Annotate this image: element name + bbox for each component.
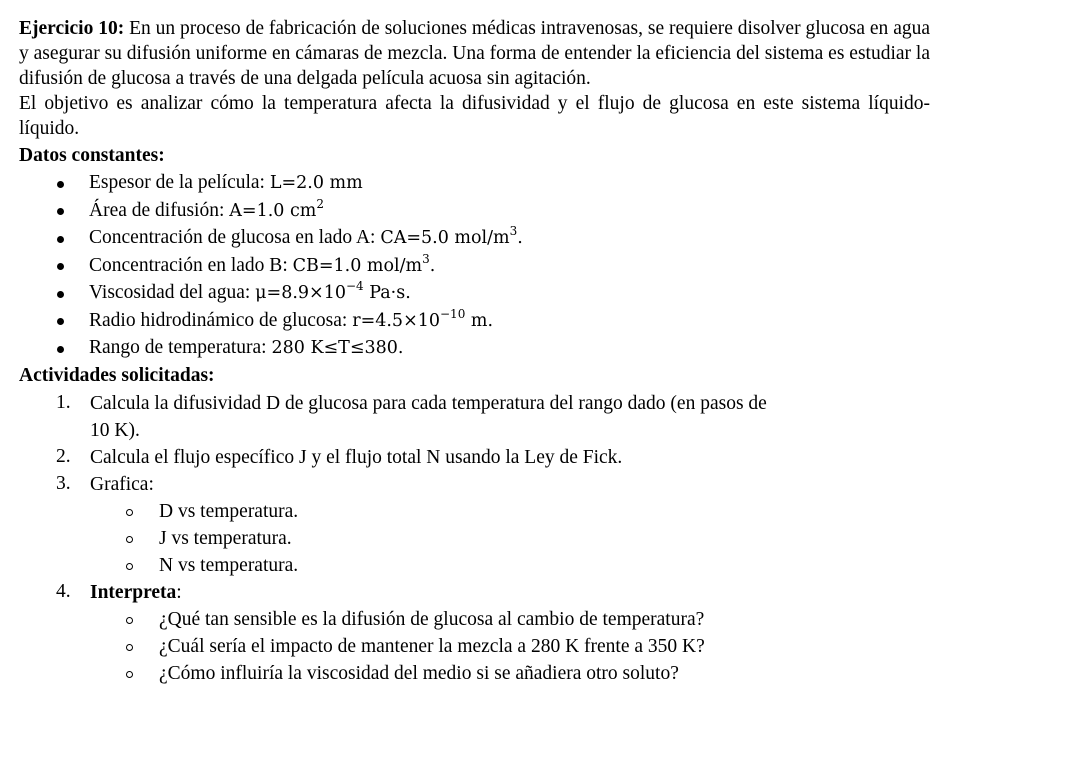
constant-value (352, 306, 494, 331)
constant-value-suffix: . (517, 228, 523, 248)
constant-value-base: CB=1.0 mol/m (292, 255, 423, 276)
constant-value: 280 K≤T≤380. (271, 338, 404, 358)
activity-item (19, 444, 930, 471)
constant-label: Espesor de la película: (89, 172, 265, 193)
exercise-title: Ejercicio 10: (19, 18, 125, 39)
activity-item (19, 471, 930, 579)
constant-label: Rango de temperatura: (89, 337, 267, 358)
constant-value-suffix: . (429, 255, 436, 276)
activity-text (90, 579, 930, 606)
constant-item (19, 224, 930, 252)
constant-item (19, 197, 930, 225)
activity-subitem: ¿Cuál sería el impacto de mantener la mezcla a 280 K frente a 350 K? (89, 633, 930, 660)
constant-label: Concentración en lado B: (89, 254, 288, 276)
activity-item (19, 390, 930, 444)
constant-value (292, 251, 436, 276)
constant-value-exponent: 2 (316, 196, 324, 211)
constant-value-base: A=1.0 cm (229, 200, 317, 221)
constant-value-exponent: 3 (422, 251, 430, 266)
constants-list (19, 169, 930, 362)
constant-value-exponent: −4 (345, 279, 364, 293)
constant-value-base: CA=5.0 mol/m (380, 228, 510, 248)
activities-list (19, 390, 930, 687)
intro-paragraph-1 (19, 16, 930, 91)
constant-item (19, 279, 930, 307)
intro-text-1: En un proceso de fabricación de soluciones médicas intravenosas, se requiere disolver glucosa en agua y asegurar su difusión uniforme en cámaras de mezcla. Una forma de entender la eficiencia del sistema es estudiar la difusión de glucosa a través de una delgada película acuosa sin agitación. (19, 18, 930, 89)
intro-paragraph-2: El objetivo es analizar cómo la temperatura afecta la difusividad y el flujo de glucosa en este sistema líquido-líquido. (19, 93, 930, 139)
constant-value (380, 224, 523, 248)
activity-text: Grafica: (90, 473, 154, 495)
constant-item (19, 252, 930, 280)
constant-value (229, 196, 324, 221)
activity-subitem: ¿Qué tan sensible es la difusión de glucosa al cambio de temperatura? (89, 606, 930, 633)
activity-label-suffix: : (176, 581, 182, 603)
constant-value-base: μ=8.9×10 (255, 283, 346, 303)
constant-item (19, 307, 930, 335)
constant-item (19, 169, 930, 197)
activity-sublist (89, 606, 930, 687)
activity-item (19, 579, 930, 687)
constants-heading: Datos constantes: (19, 145, 165, 166)
constant-value-suffix: m. (465, 310, 494, 331)
constant-label: Radio hidrodinámico de glucosa: (89, 309, 348, 331)
activity-number: 2. (56, 445, 71, 467)
constant-value-exponent: −10 (440, 306, 466, 321)
activity-number: 4. (56, 580, 71, 602)
activity-text-line-1: Calcula la difusividad D de glucosa para cada temperatura del rango dado (en pasos de (90, 392, 767, 414)
constant-value-exponent: 3 (509, 224, 518, 238)
constant-label: Concentración de glucosa en lado A: (89, 227, 376, 248)
activity-text: Calcula el flujo específico J y el flujo total N usando la Ley de Fick. (90, 446, 623, 468)
activity-subitem: N vs temperatura. (89, 552, 930, 579)
activities-heading: Actividades solicitadas: (19, 364, 215, 386)
activity-number: 1. (56, 391, 71, 413)
constant-label: Viscosidad del agua: (89, 282, 251, 303)
activity-subitem: ¿Cómo influiría la viscosidad del medio si se añadiera otro soluto? (89, 660, 930, 687)
constant-value (255, 279, 411, 303)
constant-label: Área de difusión: (89, 199, 225, 221)
activity-subitem: D vs temperatura. (89, 498, 930, 525)
constant-value-suffix: Pa·s. (363, 283, 411, 303)
constant-value-base: r=4.5×10 (352, 310, 440, 331)
activity-number: 3. (56, 472, 71, 494)
constant-value: L=2.0 mm (269, 173, 363, 193)
activity-text-line-2: 10 K). (90, 419, 140, 441)
activity-sublist (89, 498, 930, 579)
activity-subitem: J vs temperatura. (89, 525, 930, 552)
constant-item (19, 334, 930, 362)
activity-bold-label: Interpreta (90, 581, 177, 603)
